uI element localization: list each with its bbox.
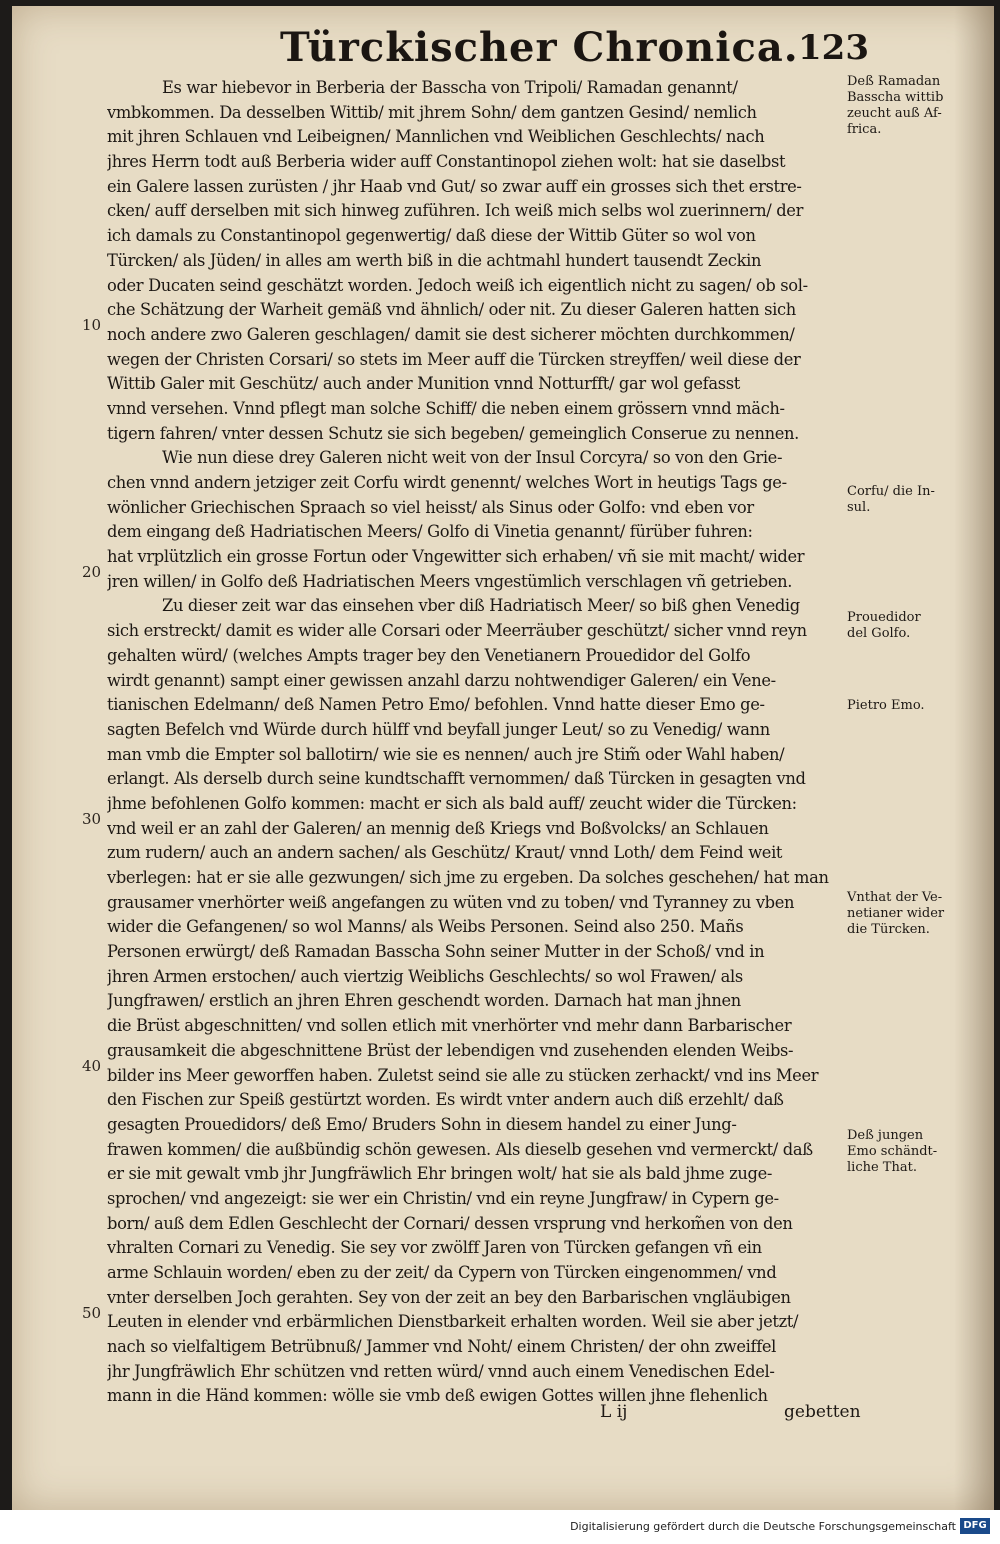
line-number: 10 (82, 316, 102, 334)
text-line: chen vnnd andern jetziger zeit Corfu wirdt genennt/ welches Wort in heutigs Tags ge- (107, 473, 787, 492)
text-line: Wittib Galer mit Geschütz/ auch ander Munition vnnd Notturfft/ gar wol gefasst (107, 374, 740, 394)
text-line: erlangt. Als derselb durch seine kundtschafft vernommen/ daß Türcken in gesagten vnd (107, 769, 806, 789)
text-line: bilder ins Meer geworffen haben. Zuletst seind sie alle zu stücken zerhackt/ vnd ins Meer (107, 1065, 819, 1085)
text-line: wirdt genannt) sampt einer gewissen anzahl darzu nohtwendiger Galeren/ ein Vene- (107, 670, 776, 690)
text-line: nach so vielfaltigem Betrübnuß/ Jammer vnd Noht/ einem Christen/ der ohn zweiffel (107, 1337, 777, 1357)
text-line: vmbkommen. Da desselben Wittib/ mit jhrem Sohn/ dem gantzen Gesind/ nemlich (107, 102, 757, 122)
line-number: 30 (82, 810, 102, 828)
text-line: Jungfrawen/ erstlich an jhren Ehren geschendt worden. Darnach hat man jhnen (107, 991, 741, 1011)
text-line: che Schätzung der Warheit gemäß vnd ähnlich/ oder nit. Zu dieser Galeren hatten sich (107, 300, 796, 320)
text-line: grausamer vnerhörter weiß angefangen zu wüten vnd zu toben/ vnd Tyranney zu vben (107, 892, 795, 912)
text-line: grausamkeit die abgeschnittene Brüst der lebendigen vnd zusehenden elenden Weibs- (107, 1040, 794, 1060)
text-line: sprochen/ vnd angezeigt: sie wer ein Christin/ vnd ein reyne Jungfraw/ in Cypern ge- (107, 1188, 779, 1208)
line-number: 40 (82, 1057, 102, 1075)
text-line: tianischen Edelmann/ deß Namen Petro Emo/ befohlen. Vnnd hatte dieser Emo ge- (107, 695, 765, 715)
text-line: mit jhren Schlauen vnd Leibeignen/ Mannlichen vnd Weiblichen Geschlechts/ nach (107, 127, 765, 147)
text-line: dem eingang deß Hadriatischen Meers/ Golfo di Vinetia genannt/ fürüber fuhren: (107, 522, 753, 542)
text-line: die Brüst abgeschnitten/ vnd sollen etlich mit vnerhörter vnd mehr dann Barbarischer (107, 1016, 792, 1036)
text-line: wegen der Christen Corsari/ so stets im Meer auff die Türcken streyffen/ weil diese der (107, 349, 801, 369)
text-line: cken/ auff derselben mit sich hinweg zuführen. Ich weiß mich selbs wol zuerinnern/ der (107, 201, 804, 221)
text-line: ein Galere lassen zurüsten / jhr Haab vnd Gut/ so zwar auff ein grosses sich thet erstre- (107, 176, 802, 196)
text-line: jhme befohlenen Golfo kommen: macht er sich als bald auff/ zeucht wider die Türcken: (107, 793, 797, 813)
marginal-note-vnthat: Vnthat der Ve- netianer wider die Türcken. (847, 890, 945, 937)
text-line: vnnd versehen. Vnnd pflegt man solche Schiff/ die neben einem grössern vnnd mäch- (107, 398, 785, 418)
dfg-logo: DFG (960, 1518, 990, 1534)
catchword: gebetten (784, 1402, 861, 1422)
funding-notice: Digitalisierung gefördert durch die Deutsche Forschungsgemeinschaft (570, 1520, 956, 1533)
line-number: 20 (82, 563, 102, 581)
text-line: er sie mit gewalt vmb jhr Jungfräwlich Ehr bringen wolt/ hat sie als bald jhme zuge- (107, 1164, 773, 1184)
book-page (12, 6, 994, 1510)
marginal-note-emo-shame: Deß jungen Emo schändt- liche That. (847, 1128, 938, 1175)
text-line: gesagten Prouedidors/ deß Emo/ Bruders Sohn in diesem handel zu einer Jung- (107, 1114, 737, 1134)
text-line: sich erstreckt/ damit es wider alle Corsari oder Meerräuber geschützt/ sicher vnnd reyn (107, 621, 807, 641)
text-line: jren willen/ in Golfo deß Hadriatischen Meers vngestümlich verschlagen vñ getrieben. (107, 571, 793, 591)
text-line: jhren Armen erstochen/ auch viertzig Weiblichs Geschlechts/ so wol Frawen/ als (107, 966, 743, 986)
text-line: gehalten würd/ (welches Ampts trager bey den Venetianern Prouedidor del Golfo (107, 645, 751, 665)
text-line: hat vrplützlich ein grosse Fortun oder Vngewitter sich erhaben/ vñ sie mit macht/ wider (107, 547, 805, 567)
text-line: ich damals zu Constantinopol gegenwertig/ daß diese der Wittib Güter so wol von (107, 226, 756, 246)
marginal-note-ramadan: Deß Ramadan Basscha wittib zeucht auß Af- frica. (847, 74, 944, 137)
text-line: zum rudern/ auch an andern sachen/ als Geschütz/ Kraut/ vnnd Loth/ dem Feind weit (107, 843, 783, 863)
text-line: noch andere zwo Galeren geschlagen/ damit sie dest sicherer möchten durchkommen/ (107, 324, 795, 344)
text-line: vberlegen: hat er sie alle gezwungen/ sich jme zu ergeben. Da solches geschehen/ hat man (107, 868, 829, 887)
text-line: Türcken/ als Jüden/ in alles am werth biß in die achtmahl hundert tausendt Zeckin (107, 250, 762, 270)
digitization-footer (0, 1510, 1000, 1544)
text-line: den Fischen zur Speiß gestürtzt worden. Es wirdt vnter andern auch diß erzehlt/ daß (107, 1090, 784, 1110)
running-title: Türckischer Chronica. (280, 24, 799, 71)
page-number: 123 (798, 28, 869, 68)
text-line: vnd weil er an zahl der Galeren/ an mennig deß Kriegs vnd Boßvolcks/ an Schlauen (107, 818, 769, 838)
text-line: Zu dieser zeit war das einsehen vber diß Hadriatisch Meer/ so biß ghen Venedig (162, 596, 800, 616)
text-line: Es war hiebevor in Berberia der Basscha von Tripoli/ Ramadan genannt/ (162, 78, 738, 97)
text-line: born/ auß dem Edlen Geschlecht der Cornari/ dessen vrsprung vnd herkom̃en von den (107, 1213, 793, 1233)
marginal-note-prouedidor: Prouedidor del Golfo. (847, 610, 921, 641)
text-line: jhres Herrn todt auß Berberia wider auff Constantinopol ziehen wolt: hat sie daselbst (107, 152, 786, 172)
text-line: arme Schlauin worden/ eben zu der zeit/ da Cypern von Türcken eingenommen/ vnd (107, 1263, 777, 1282)
text-line: frawen kommen/ die außbündig schön gewesen. Als dieselb gesehen vnd vermerckt/ daß (107, 1139, 813, 1159)
text-line: vhralten Cornari zu Venedig. Sie sey vor zwölff Jaren von Türcken gefangen vñ ein (107, 1238, 762, 1258)
text-line: sagten Befelch vnd Würde durch hülff vnd beyfall junger Leut/ so zu Venedig/ wann (107, 719, 770, 739)
text-line: Leuten in elender vnd erbärmlichen Dienstbarkeit erhalten worden. Weil sie aber jetzt/ (107, 1312, 799, 1332)
text-line: mann in die Händ kommen: wölle sie vmb deß ewigen Gottes willen jhne flehenlich (107, 1386, 768, 1406)
text-line: oder Ducaten seind geschätzt worden. Jedoch weiß ich eigentlich nicht zu sagen/ ob sol- (107, 275, 808, 295)
text-line: tigern fahren/ vnter dessen Schutz sie sich begeben/ gemeinglich Conserue zu nennen. (107, 423, 799, 443)
text-line: wönlicher Griechischen Spraach so viel heisst/ als Sinus oder Golfo: vnd eben vor (107, 497, 754, 517)
marginal-note-corfu: Corfu/ die In- sul. (847, 484, 935, 515)
text-line: man vmb die Empter sol ballotirn/ wie sie es nennen/ auch jre Stim̃ oder Wahl haben/ (107, 744, 785, 764)
text-line: Personen erwürgt/ deß Ramadan Basscha Sohn seiner Mutter in der Schoß/ vnd in (107, 942, 765, 962)
body-text (107, 76, 852, 1409)
line-number: 50 (82, 1304, 102, 1322)
marginal-note-pietro-emo: Pietro Emo. (847, 698, 925, 713)
text-line: jhr Jungfräwlich Ehr schützen vnd retten würd/ vnnd auch einem Venedischen Edel- (107, 1361, 775, 1381)
text-line: wider die Gefangenen/ so wol Manns/ als Weibs Personen. Seind also 250. Mañs (107, 917, 744, 937)
text-line: Wie nun diese drey Galeren nicht weit von der Insul Corcyra/ so von den Grie- (162, 448, 783, 468)
signature-mark: L ij (600, 1402, 628, 1422)
text-line: vnter derselben Joch gerahten. Sey von der zeit an bey den Barbarischen vngläubigen (107, 1287, 791, 1307)
